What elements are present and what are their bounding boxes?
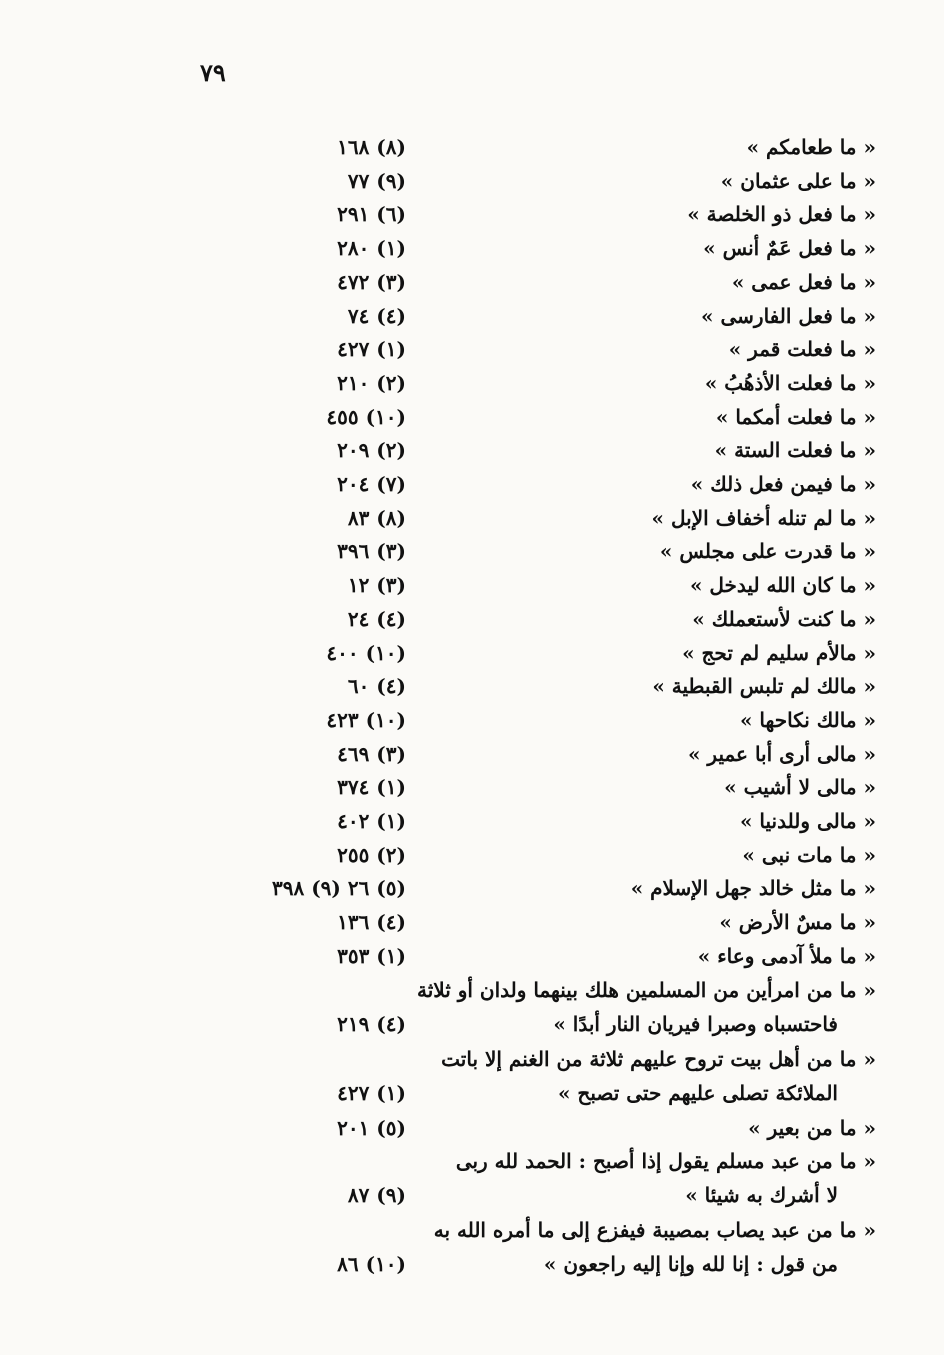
entry-reference: (٣) ٣٩٦: [337, 539, 406, 564]
entry-text: « ما كنت لأستعملك »: [692, 606, 876, 631]
entry-text: « ما لم تنله أخفاف الإبل »: [651, 505, 876, 530]
entry-reference: (٩) ٨٧: [347, 1183, 406, 1208]
entry-reference: (٨) ١٦٨: [337, 135, 406, 159]
entry-text: « مالى لا أشيب »: [724, 775, 876, 800]
entry-reference: (١) ٤٢٧: [337, 337, 406, 362]
entry-reference: (٣) ٤٦٩: [337, 741, 406, 766]
entry-reference: (٨) ٨٣: [347, 505, 406, 530]
entry-reference: (١) ٢٨٠: [337, 236, 406, 261]
entry-reference: (٤) ٢٤: [347, 606, 406, 631]
entry-reference: (١٠) ٨٦: [337, 1252, 406, 1277]
entry-reference: (٤) ٢١٩: [337, 1011, 406, 1036]
entry-reference: (٢) ٢٠٩: [337, 438, 406, 463]
entry-reference: (١) ٣٧٤: [337, 775, 406, 800]
entry-text: « ما فعلت الستة »: [714, 438, 876, 463]
entry-text-continuation: فاحتسباه وصبرا فيريان النار أبدًا »: [553, 1011, 838, 1036]
entry-reference: (١٠) ٤٠٠: [326, 640, 406, 665]
entry-text: « ما من عبد يصاب بمصيبة فيفزع إلى ما أمره الله به: [433, 1218, 876, 1243]
entry-text: « ما مثل خالد جهل الإسلام »: [630, 876, 876, 901]
entry-reference: (٦) ٢٩١: [337, 202, 406, 227]
entry-text: « ما من بعير »: [748, 1115, 876, 1140]
entry-text: « ما طعامكم »: [746, 135, 876, 159]
entry-text: « مالأم سليم لم تحج »: [682, 640, 876, 665]
entry-text: « ما فعل الفارسى »: [701, 303, 876, 328]
entry-reference: (١) ٣٥٣: [337, 943, 406, 968]
entry-reference: (٣) ١٢: [347, 573, 406, 598]
entry-text: « ما على عثمان »: [720, 168, 876, 193]
entry-reference: (٣) ٤٧٢: [337, 269, 406, 294]
entry-text: « مالك لم تلبس القبطية »: [652, 674, 876, 699]
entry-text: « ما كان الله ليدخل »: [689, 573, 876, 598]
entry-text: « مالى وللدنيا »: [739, 809, 876, 833]
entry-reference: (٥) ٢٦ (٩) ٣٩٨: [272, 876, 406, 901]
entry-reference: (٤) ٦٠: [347, 674, 406, 699]
entry-text: « ما فعل عمى »: [731, 269, 876, 294]
entry-text: « ما مات نبى »: [742, 842, 876, 867]
entry-text: « ما من عبد مسلم يقول إذا أصبح : الحمد لله ربى: [455, 1149, 876, 1174]
entry-text-continuation: الملائكة تصلى عليهم حتى تصبح »: [557, 1080, 838, 1105]
entry-reference: (١) ٤٠٢: [337, 809, 406, 833]
entry-text-continuation: من قول : إنا لله وإنا إليه راجعون »: [543, 1252, 838, 1277]
entry-text: « ما مسٌ الأرض »: [719, 910, 876, 935]
entry-text: « مالى أرى أبا عمير »: [687, 741, 876, 766]
entry-text: « ما من أهل بيت تروح عليهم ثلاثة من الغنم إلا باتت: [441, 1046, 876, 1071]
entry-text: « ما فعلت أمكما »: [715, 404, 876, 429]
entry-text: « ما ملأ آدمى وعاء »: [697, 943, 876, 968]
entry-text: « مالك نكاحها »: [739, 707, 876, 732]
entry-text: « ما فعلت قمر »: [728, 337, 876, 362]
page-number: ٧٩: [200, 58, 226, 87]
entry-reference: (٩) ٧٧: [347, 168, 406, 193]
entry-reference: (١) ٤٢٧: [337, 1080, 406, 1105]
entry-reference: (٤) ١٣٦: [337, 910, 406, 935]
entry-reference: (٢) ٢٥٥: [337, 842, 406, 867]
entry-reference: (٧) ٢٠٤: [337, 472, 406, 496]
entry-reference: (٤) ٧٤: [347, 303, 406, 328]
entry-text-continuation: لا أشرك به شيئا »: [685, 1183, 838, 1208]
entry-text: « ما فيمن فعل ذلك »: [690, 472, 876, 496]
entry-reference: (١٠) ٤٥٥: [326, 404, 406, 429]
entry-reference: (١٠) ٤٢٣: [326, 707, 406, 732]
entry-text: « ما قدرت على مجلس »: [659, 539, 876, 564]
entry-text: « ما فعلت الأذهُبُ »: [704, 370, 876, 395]
entry-text: « ما فعل ذو الخلصة »: [687, 202, 876, 227]
entry-text: « ما من امرأين من المسلمين هلك بينهما ولدان أو ثلاثة: [417, 977, 876, 1002]
entry-text: « ما فعل عَمٌ أنس »: [703, 236, 876, 261]
entry-reference: (٢) ٢١٠: [337, 370, 406, 395]
entry-reference: (٥) ٢٠١: [337, 1115, 406, 1140]
